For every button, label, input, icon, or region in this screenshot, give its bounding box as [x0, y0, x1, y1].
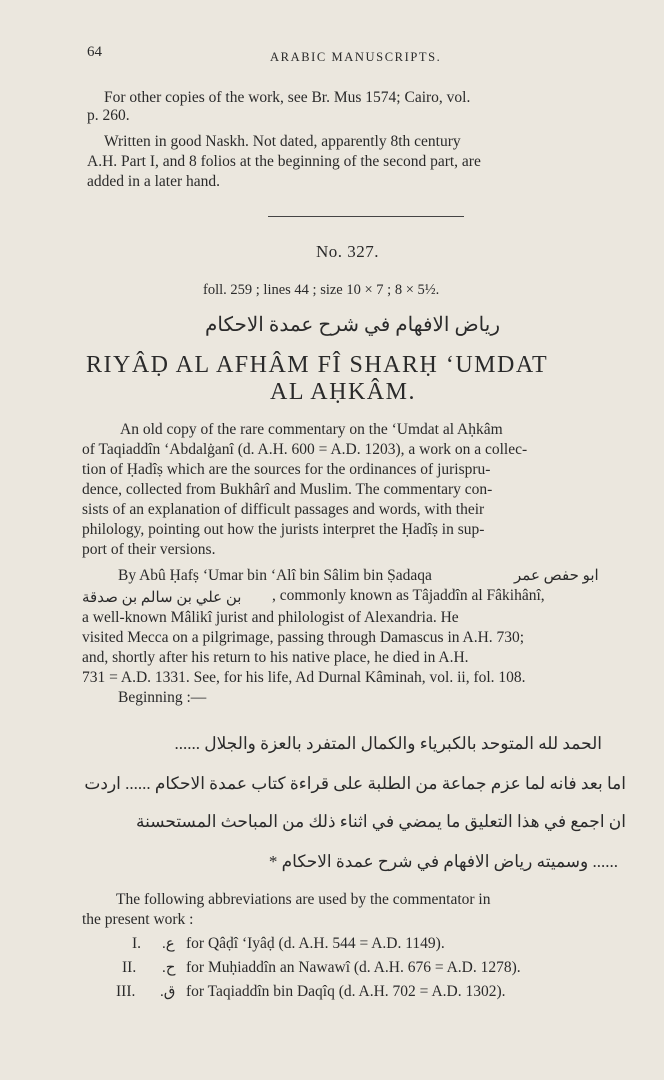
- abbrev-num-1: I.: [132, 935, 142, 952]
- desc-line-1: An old copy of the rare commentary on the ‘Umdat al Aḥkâm: [120, 421, 503, 438]
- arabic-incipit-2: اما بعد فانه لما عزم جماعة من الطلبة على قراءة كتاب عمدة الاحكام ...... اردت: [84, 774, 626, 793]
- prev-line-4: A.H. Part I, and 8 folios at the beginning of the second part, are: [87, 153, 481, 170]
- arabic-incipit-4: ...... وسميته رياض الافهام في شرح عمدة الاحكام *: [268, 852, 618, 871]
- author-line-1: By Abû Ḥafṣ ‘Umar bin ‘Alî bin Sâlim bin Ṣadaqa: [118, 567, 432, 584]
- author-line-6: 731 = A.D. 1331. See, for his life, Ad Durnal Kâminah, vol. ii, fol. 108.: [82, 669, 526, 686]
- abbrev-arabic-1: ع.: [162, 936, 175, 952]
- desc-line-4: dence, collected from Bukhârî and Muslim. The commentary con-: [82, 481, 493, 498]
- abbrev-arabic-2: ح.: [162, 960, 176, 976]
- desc-line-2: of Taqiaddîn ‘Abdalġanî (d. A.H. 600 = A.D. 1203), a work on a collec-: [82, 441, 528, 458]
- desc-line-5: sists of an explanation of difficult passages and words, with their: [82, 501, 485, 518]
- page-number: 64: [87, 44, 102, 60]
- abbrev-text-1: for Qâḍî ‘Iyâḍ (d. A.H. 544 = A.D. 1149).: [186, 935, 445, 952]
- arabic-incipit-1: الحمد لله المتوحد بالكبرياء والكمال المتفرد بالعزة والجلال ......: [174, 734, 602, 753]
- prev-line-5: added in a later hand.: [87, 173, 220, 190]
- abbrev-num-3: III.: [116, 983, 136, 1000]
- author-line-4: visited Mecca on a pilgrimage, passing through Damascus in A.H. 730;: [82, 629, 525, 646]
- abbrev-text-3: for Taqiaddîn bin Daqîq (d. A.H. 702 = A.D. 1302).: [186, 983, 506, 1000]
- desc-line-6: philology, pointing out how the jurists interpret the Ḥadîṣ in sup-: [82, 521, 485, 538]
- abbrev-arabic-3: ق.: [160, 984, 176, 1000]
- abbrev-num-2: II.: [122, 959, 137, 976]
- running-head: ARABIC MANUSCRIPTS.: [270, 50, 442, 64]
- title-line-2: AL AḤKÂM.: [270, 379, 416, 405]
- prev-line-1: For other copies of the work, see Br. Mus 1574; Cairo, vol.: [104, 89, 471, 106]
- title-line-1: RIYÂḌ AL AFHÂM FÎ SHARḤ ‘UMDAT: [86, 352, 549, 378]
- desc-line-7: port of their versions.: [82, 541, 216, 558]
- prev-line-2: p. 260.: [87, 107, 130, 124]
- author-arabic-2: بن علي بن سالم بن صدقة: [82, 590, 242, 606]
- prev-line-3: Written in good Naskh. Not dated, apparently 8th century: [104, 133, 461, 150]
- arabic-incipit-3: ان اجمع في هذا التعليق ما يمضي في اثناء ذلك من المباحث المستحسنة: [136, 812, 626, 831]
- abbrev-intro-2: the present work :: [82, 911, 194, 928]
- desc-line-3: tion of Ḥadîṣ which are the sources for the ordinances of jurispru-: [82, 461, 491, 478]
- abbrev-intro-1: The following abbreviations are used by the commentator in: [116, 891, 491, 908]
- arabic-title: رياض الافهام في شرح عمدة الاحكام: [205, 314, 500, 336]
- author-line-5: and, shortly after his return to his native place, he died in A.H.: [82, 649, 469, 666]
- author-line-2: , commonly known as Tâjaddîn al Fâkihânî,: [272, 587, 545, 604]
- author-line-3: a well-known Mâlikî jurist and philologist of Alexandria. He: [82, 609, 459, 626]
- foll-info: foll. 259 ; lines 44 ; size 10 × 7 ; 8 × 5½.: [203, 282, 440, 298]
- entry-number: No. 327.: [316, 242, 380, 261]
- author-arabic-1: ابو حفص عمر: [514, 568, 599, 584]
- section-divider: [268, 216, 464, 217]
- abbrev-text-2: for Muḥiaddîn an Nawawî (d. A.H. 676 = A.D. 1278).: [186, 959, 521, 976]
- beginning-label: Beginning :—: [118, 689, 207, 706]
